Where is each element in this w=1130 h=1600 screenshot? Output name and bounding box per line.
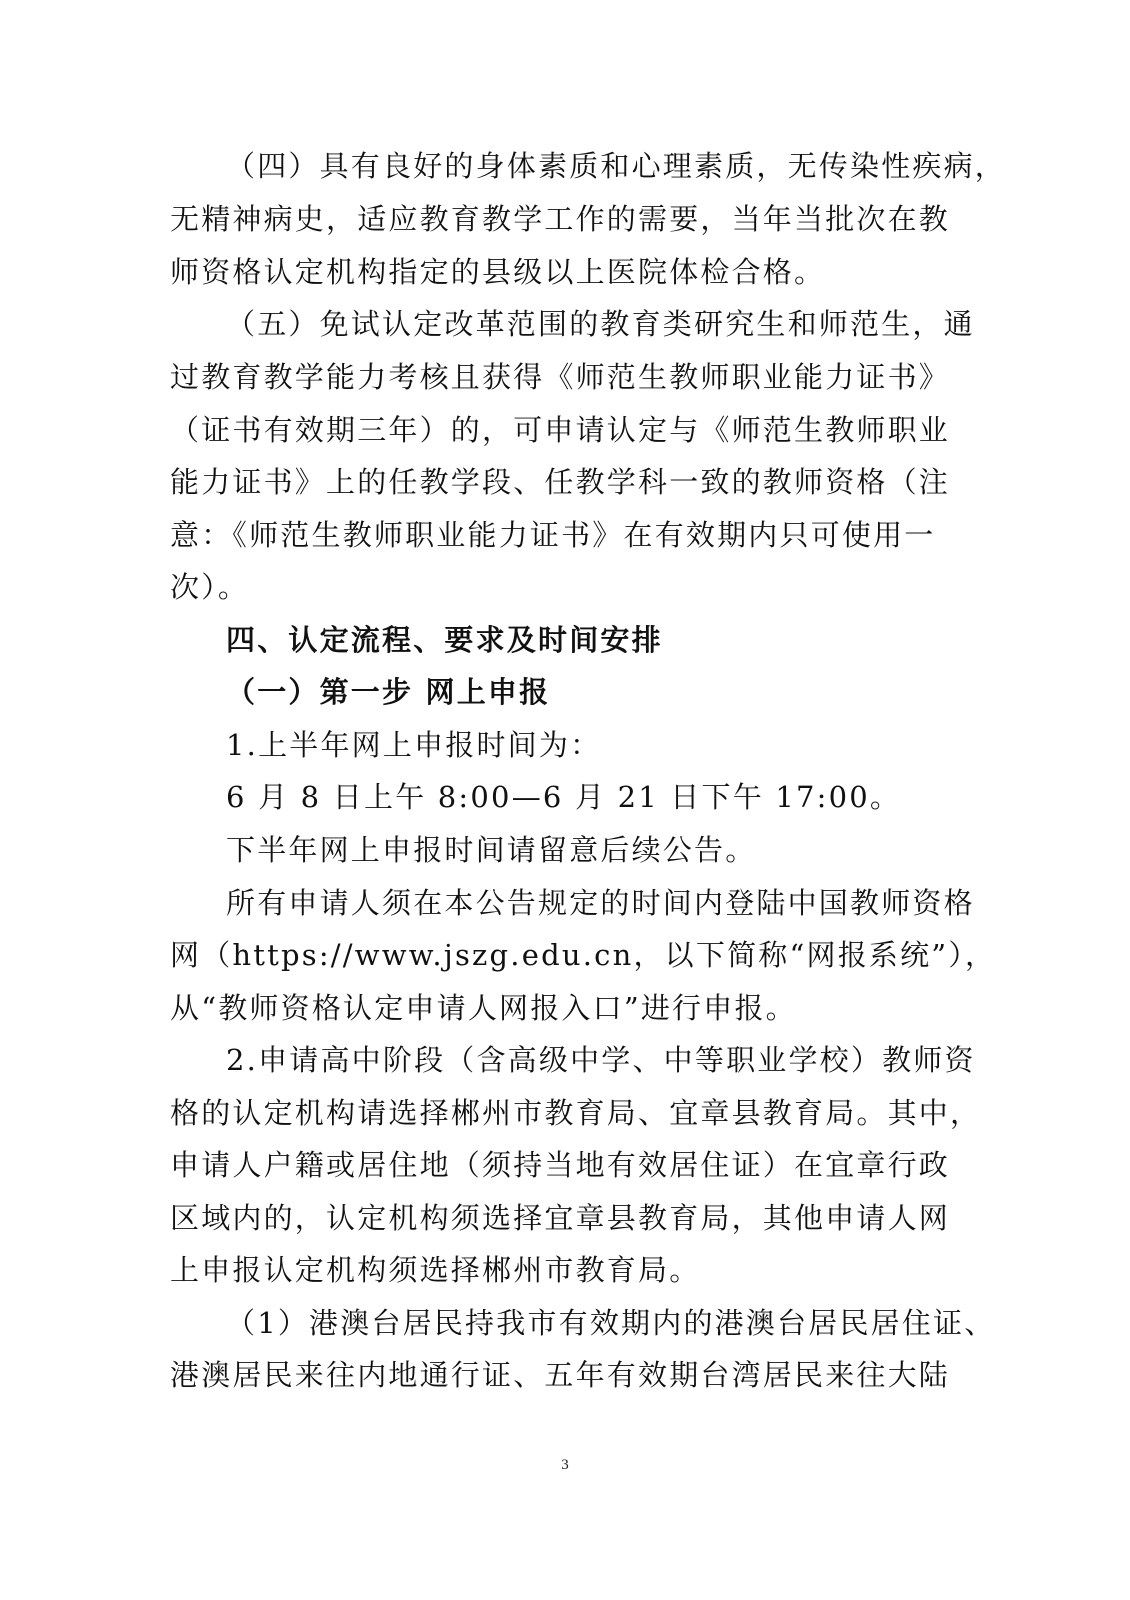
paragraph-line: 能力证书》上的任教学段、任教学科一致的教师资格（注	[170, 465, 951, 499]
paragraph-line: 6 月 8 日上午 8:00—6 月 21 日下午 17:00。	[226, 780, 902, 814]
paragraph-line: 意：《师范生教师职业能力证书》在有效期内只可使用一	[170, 518, 936, 552]
paragraph-line: 师资格认定机构指定的县级以上医院体检合格。	[170, 255, 826, 289]
paragraph-line: 格的认定机构请选择郴州市教育局、宜章县教育局。其中，	[170, 1096, 982, 1130]
paragraph-line: 区域内的，认定机构须选择宜章县教育局，其他申请人网	[170, 1201, 951, 1235]
paragraph-line: 过教育教学能力考核且获得《师范生教师职业能力证书》	[170, 360, 951, 394]
paragraph-line: 申请人户籍或居住地（须持当地有效居住证）在宜章行政	[170, 1148, 951, 1182]
paragraph-line: 所有申请人须在本公告规定的时间内登陆中国教师资格	[226, 886, 975, 920]
section-heading: 四、认定流程、要求及时间安排	[226, 623, 663, 657]
paragraph-line: 无精神病史，适应教育教学工作的需要，当年当批次在教	[170, 202, 951, 236]
paragraph-line: 港澳居民来往内地通行证、五年有效期台湾居民来往大陆	[170, 1358, 951, 1392]
subsection-heading: （一）第一步 网上申报	[226, 675, 551, 709]
paragraph-line: （证书有效期三年）的，可申请认定与《师范生教师职业	[170, 413, 951, 447]
paragraph-line: 从“教师资格认定申请人网报入口”进行申报。	[170, 991, 797, 1025]
paragraph-line: 网（https://www.jszg.edu.cn，以下简称“网报系统”），	[170, 938, 997, 972]
paragraph-line: （五）免试认定改革范围的教育类研究生和师范生，通	[226, 307, 975, 341]
paragraph-line: （1）港澳台居民持我市有效期内的港澳台居民居住证、	[226, 1306, 996, 1340]
paragraph-line: （四）具有良好的身体素质和心理素质，无传染性疾病，	[226, 149, 1007, 183]
paragraph-line: 下半年网上申报时间请留意后续公告。	[226, 833, 757, 867]
paragraph-line: 上申报认定机构须选择郴州市教育局。	[170, 1253, 701, 1287]
paragraph-line: 次）。	[170, 570, 250, 604]
page-number: 3	[561, 1457, 569, 1473]
paragraph-line: 2.申请高中阶段（含高级中学、中等职业学校）教师资	[226, 1043, 976, 1077]
paragraph-line: 1.上半年网上申报时间为：	[226, 728, 602, 762]
